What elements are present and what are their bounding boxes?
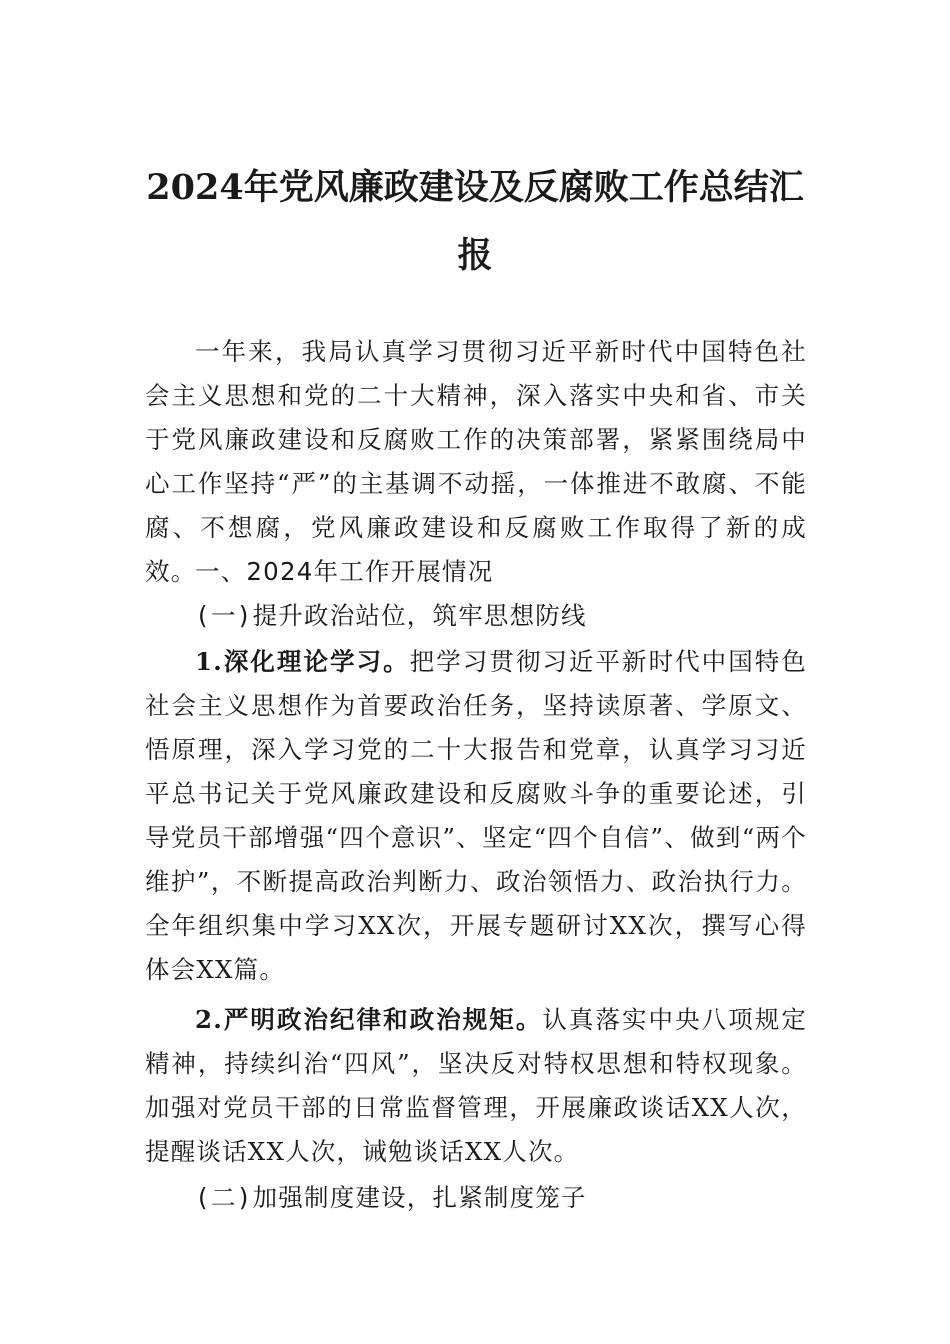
document-title-line-1: 2024年党风廉政建设及反腐败工作总结汇	[146, 167, 804, 208]
item-1-text: 把学习贯彻习近平新时代中国特色社会主义思想作为首要政治任务，坚持读原著、学原文、悟原理，深入学习党的二十大报告和党章，认真学习习近平总书记关于党风廉政建设和反腐败斗争的重要论述，引导党员干部增强“四个意识”、坚定“四个自信”、做到“两个维护”，不断提高政治判断力、政治领悟力、政治执行力。全年组织集中学习XX次，开展专题研讨XX次，撰写心得体会XX篇。	[145, 647, 807, 984]
item-1-paragraph	[145, 640, 807, 992]
item-1-lead: 1.深化理论学习。	[195, 647, 410, 676]
section-1-heading: 一、2024年工作开展情况	[195, 557, 494, 586]
item-2-text: 认真落实中央八项规定精神，持续纠治“四风”，坚决反对特权思想和特权现象。加强对党员干部的日常监督管理，开展廉政谈话XX人次，提醒谈话XX人次，诫勉谈话XX人次。	[145, 1005, 807, 1166]
intro-paragraph: 一年来，我局认真学习贯彻习近平新时代中国特色社会主义思想和党的二十大精神，深入落实中央和省、市关于党风廉政建设和反腐败工作的决策部署，紧紧围绕局中心工作坚持“严”的主基调不动摇，一体推进不敢腐、不能腐、不想腐，党风廉政建设和反腐败工作取得了新的成效。	[145, 337, 807, 586]
item-2-paragraph	[145, 998, 807, 1174]
document-title-line-2: 报	[457, 235, 493, 276]
item-2-lead: 2.严明政治纪律和政治规矩。	[195, 1005, 543, 1034]
subsection-1-heading: (一)提升政治站位，筑牢思想防线	[195, 601, 587, 630]
subsection-2-heading: (二)加强制度建设，扎紧制度笼子	[195, 1183, 587, 1212]
